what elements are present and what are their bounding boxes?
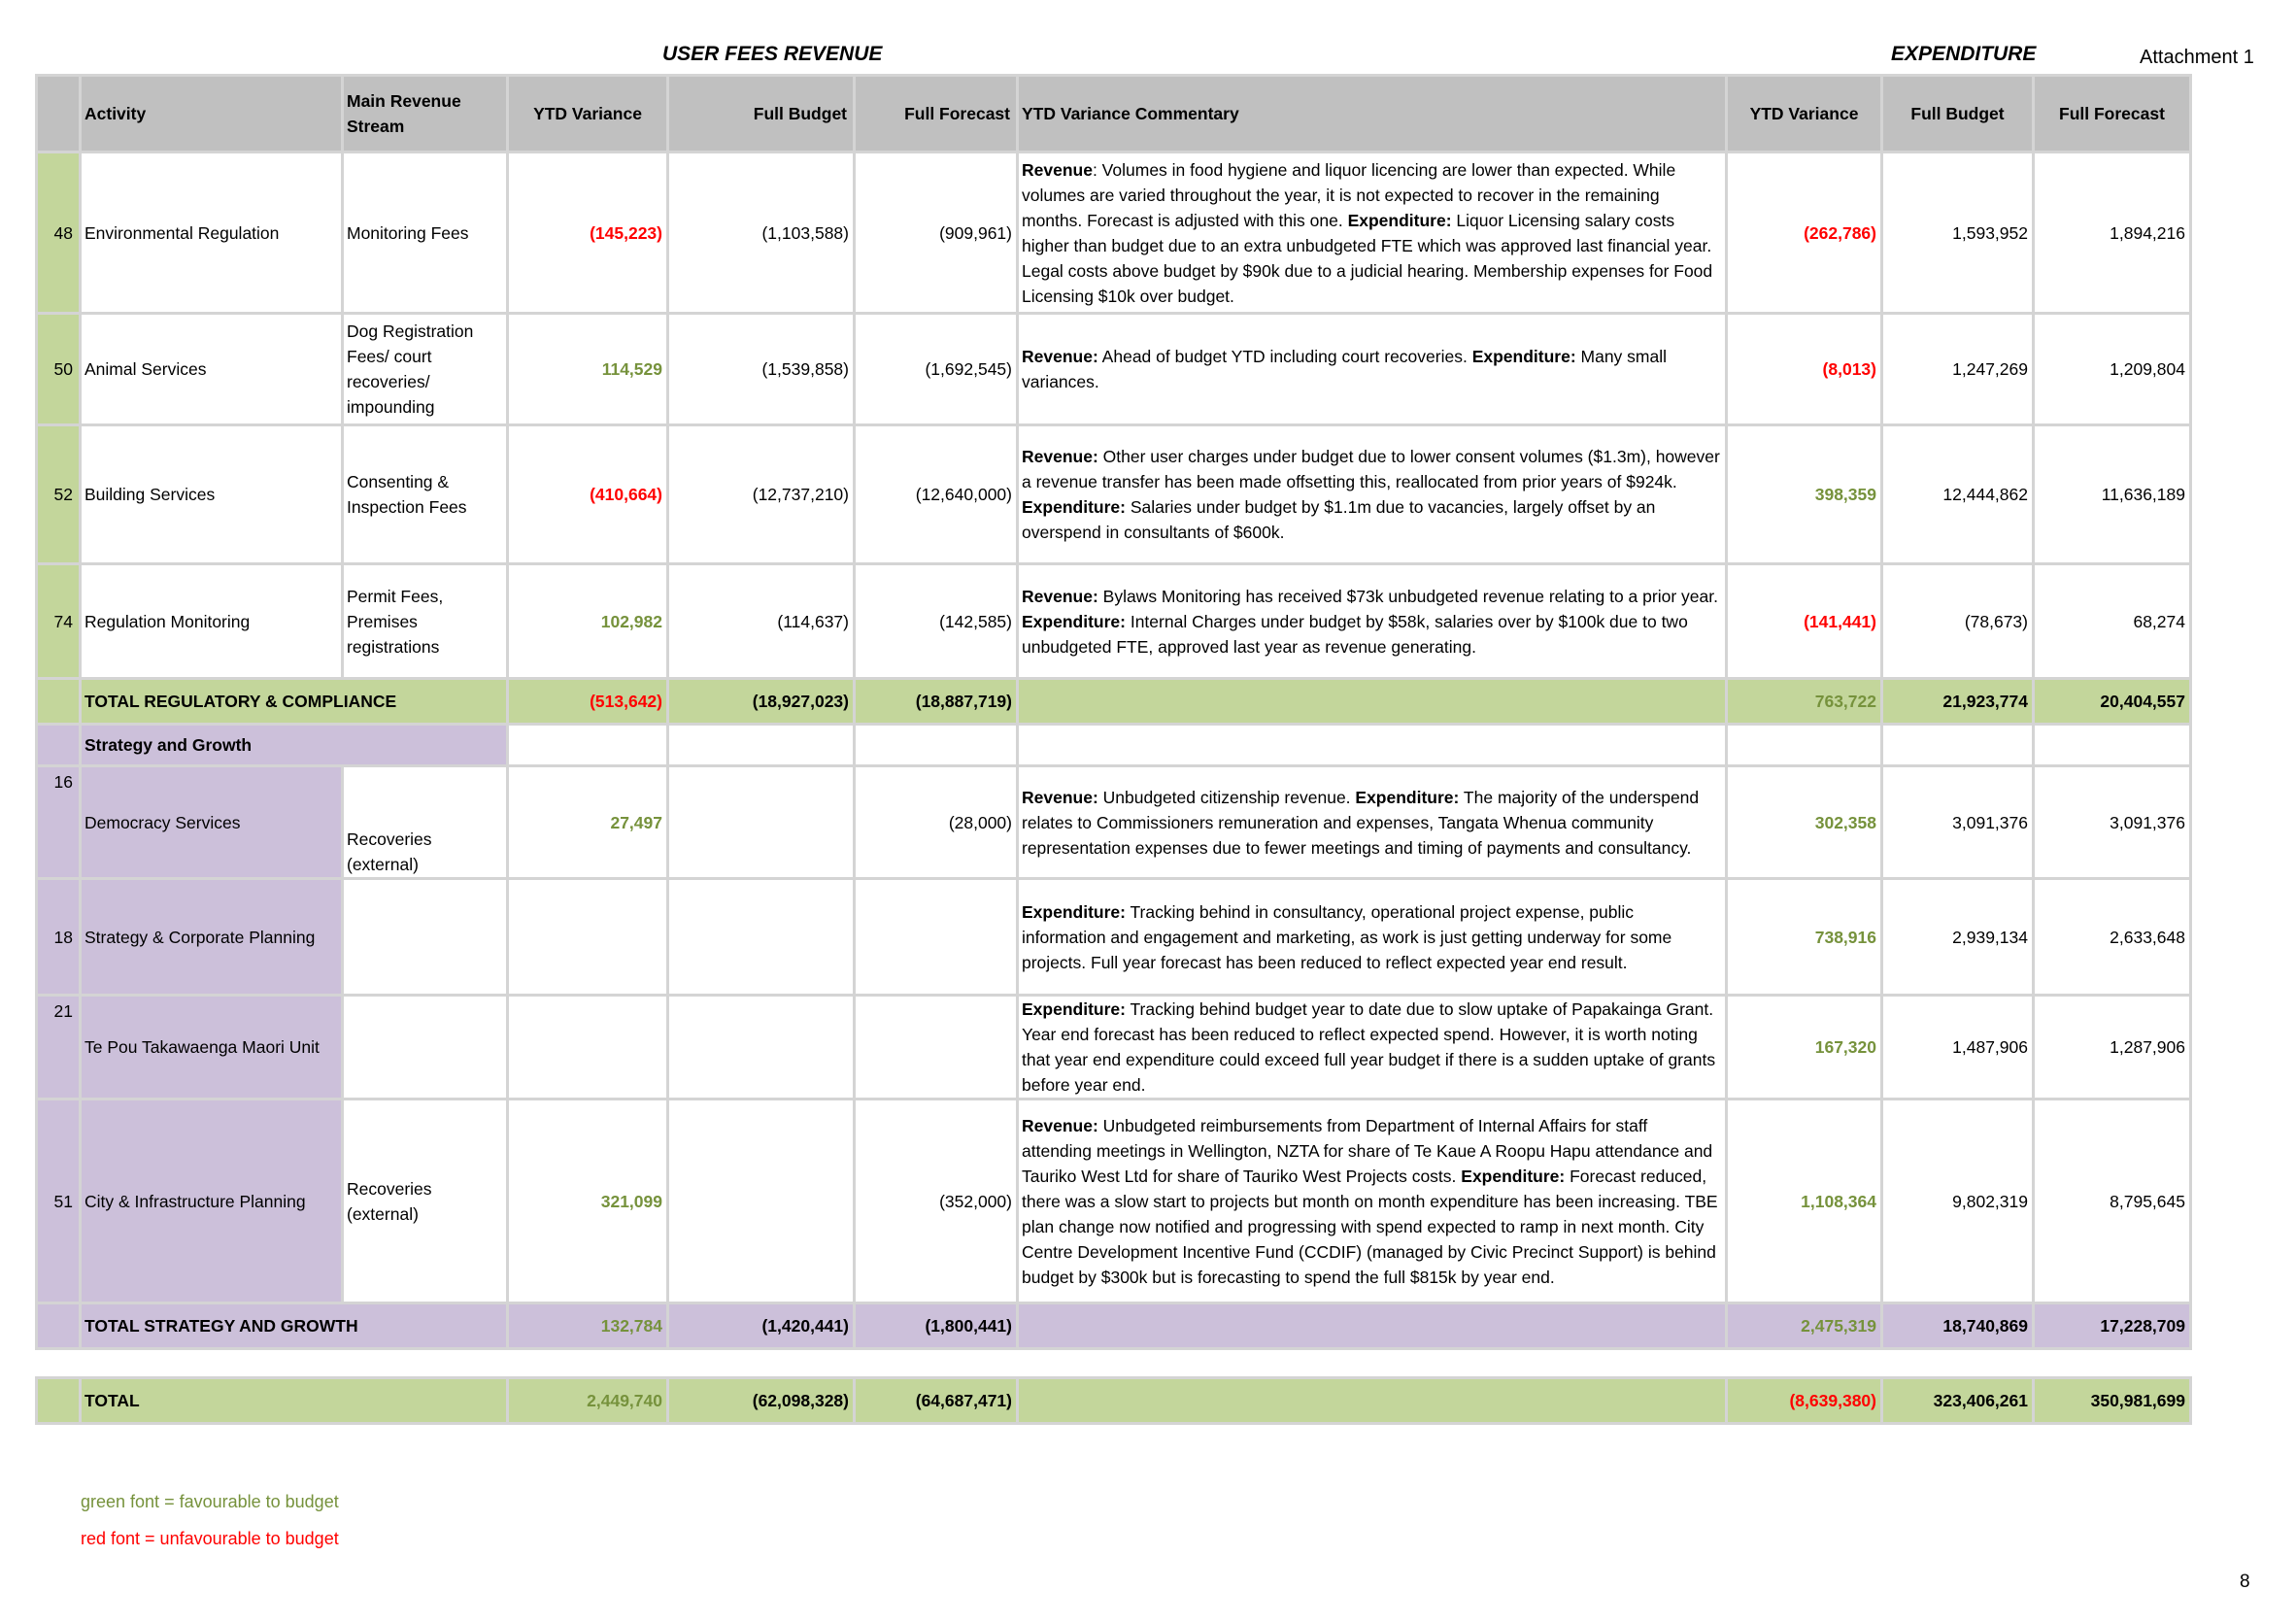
full-budget-cell: (62,098,328) bbox=[668, 1378, 855, 1424]
commentary-cell bbox=[1018, 679, 1727, 725]
page-number: 8 bbox=[2240, 1572, 2250, 1592]
stream-cell: Monitoring Fees bbox=[343, 152, 508, 314]
stream-cell bbox=[343, 996, 508, 1100]
full-budget-cell: (1,539,858) bbox=[668, 314, 855, 425]
comment-label: Expenditure: bbox=[1471, 347, 1576, 366]
empty-cell bbox=[1018, 725, 1727, 766]
comment-text: Liquor Licensing salary costs higher than budget due to an extra unbudgeted FTE which was approved last financial year. Legal costs above budget by $90k due to a judicial hearing. Membership expenses for Food Licensing $10k over budget. bbox=[1022, 210, 1713, 306]
comment-label: Expenditure: bbox=[1347, 210, 1452, 230]
activity-cell: City & Infrastructure Planning bbox=[81, 1100, 343, 1303]
table-header-row bbox=[37, 76, 2191, 152]
empty-cell bbox=[1882, 725, 2034, 766]
full-forecast-cell: (18,887,719) bbox=[855, 679, 1018, 725]
spacer-row bbox=[37, 1349, 2191, 1378]
comment-text: Unbudgeted citizenship revenue. bbox=[1097, 787, 1356, 807]
exp-ytd-variance-cell: (262,786) bbox=[1727, 152, 1882, 314]
full-budget-cell: (18,927,023) bbox=[668, 679, 855, 725]
full-budget-cell bbox=[668, 996, 855, 1100]
total-label: TOTAL REGULATORY & COMPLIANCE bbox=[81, 679, 508, 725]
exp-full-forecast-cell: 11,636,189 bbox=[2034, 425, 2191, 564]
comment-label: Revenue bbox=[1022, 159, 1093, 180]
full-budget-cell bbox=[668, 1100, 855, 1303]
exp-full-forecast-column-header: Full Forecast bbox=[2034, 76, 2191, 152]
exp-full-budget-cell: 323,406,261 bbox=[1882, 1378, 2034, 1424]
stream-column-header: Main Revenue Stream bbox=[343, 76, 508, 152]
full-budget-cell: (12,737,210) bbox=[668, 425, 855, 564]
full-forecast-cell: (909,961) bbox=[855, 152, 1018, 314]
comment-text: Ahead of budget YTD including court recoveries. bbox=[1097, 347, 1472, 366]
exp-full-budget-cell: 9,802,319 bbox=[1882, 1100, 2034, 1303]
strategy-total-row bbox=[37, 1303, 2191, 1349]
comment-label: Revenue: bbox=[1022, 347, 1098, 366]
table-row bbox=[37, 879, 2191, 996]
user-fees-revenue-label: USER FEES REVENUE bbox=[662, 43, 883, 65]
comment-text: Unbudgeted reimbursements from Department of Internal Affairs for staff attending meetings in Wellington, NZTA for share of Te Kaue A Roopu Hapu attendance and Tauriko West Ltd for share of Tauriko West Projects costs. bbox=[1022, 1115, 1713, 1186]
commentary-cell bbox=[1018, 152, 1727, 314]
exp-full-forecast-cell: 1,209,804 bbox=[2034, 314, 2191, 425]
ytd-variance-cell: 102,982 bbox=[508, 564, 668, 679]
ytd-variance-cell bbox=[508, 996, 668, 1100]
comment-text: Internal Charges under budget by $58k, salaries over by $100k due to two unbudgeted FTE, approved last year as revenue generating. bbox=[1022, 611, 1688, 657]
exp-ytd-variance-cell: 302,358 bbox=[1727, 766, 1882, 879]
exp-ytd-variance-cell: (8,013) bbox=[1727, 314, 1882, 425]
comment-label: Expenditure: bbox=[1461, 1166, 1566, 1186]
stream-cell: Dog Registration Fees/ court recoveries/ impounding bbox=[343, 314, 508, 425]
ytd-variance-cell: 321,099 bbox=[508, 1100, 668, 1303]
empty-cell bbox=[508, 725, 668, 766]
activity-cell: Strategy & Corporate Planning bbox=[81, 879, 343, 996]
stream-cell: Consenting & Inspection Fees bbox=[343, 425, 508, 564]
row-number: 18 bbox=[37, 879, 81, 996]
full-forecast-cell bbox=[855, 879, 1018, 996]
activity-cell: Animal Services bbox=[81, 314, 343, 425]
exp-full-forecast-cell: 1,287,906 bbox=[2034, 996, 2191, 1100]
activity-cell: Building Services bbox=[81, 425, 343, 564]
row-number: 74 bbox=[37, 564, 81, 679]
exp-full-budget-cell: 1,593,952 bbox=[1882, 152, 2034, 314]
full-budget-cell bbox=[668, 879, 855, 996]
exp-full-budget-cell: 1,487,906 bbox=[1882, 996, 2034, 1100]
full-budget-cell: (1,420,441) bbox=[668, 1303, 855, 1349]
exp-full-budget-cell: 21,923,774 bbox=[1882, 679, 2034, 725]
row-number: 51 bbox=[37, 1100, 81, 1303]
full-budget-cell: (114,637) bbox=[668, 564, 855, 679]
full-budget-cell: (1,103,588) bbox=[668, 152, 855, 314]
comment-text: Tracking behind in consultancy, operational project expense, public information and engagement and marketing, as work is just getting underway for some projects. Full year forecast has been reduced to reflect expected year end result. bbox=[1022, 901, 1672, 972]
exp-full-budget-cell: 18,740,869 bbox=[1882, 1303, 2034, 1349]
row-number: 52 bbox=[37, 425, 81, 564]
activity-cell: Te Pou Takawaenga Maori Unit bbox=[81, 996, 343, 1100]
commentary-cell bbox=[1018, 564, 1727, 679]
comment-text: The majority of the underspend relates to Commissioners remuneration and expenses, Tangata Whenua community representation expenses due to fewer meetings and timing of payments and consultancy. bbox=[1022, 787, 1700, 858]
legend-unfavourable: red font = unfavourable to budget bbox=[81, 1529, 339, 1548]
empty-cell bbox=[668, 725, 855, 766]
comment-label: Expenditure: bbox=[1022, 497, 1126, 517]
comment-text: Many small variances. bbox=[1022, 347, 1668, 391]
regulatory-total-row bbox=[37, 679, 2191, 725]
comment-label: Revenue: bbox=[1022, 1115, 1098, 1135]
activity-column-header: Activity bbox=[81, 76, 343, 152]
comment-label: Revenue: bbox=[1022, 586, 1098, 606]
exp-full-budget-cell: 1,247,269 bbox=[1882, 314, 2034, 425]
legend-favourable: green font = favourable to budget bbox=[81, 1492, 339, 1511]
total-label: TOTAL bbox=[81, 1378, 508, 1424]
full-forecast-cell: (1,692,545) bbox=[855, 314, 1018, 425]
commentary-cell bbox=[1018, 766, 1727, 879]
table-row bbox=[37, 564, 2191, 679]
commentary-cell bbox=[1018, 1303, 1727, 1349]
table-row bbox=[37, 766, 2191, 879]
exp-ytd-variance-cell: 738,916 bbox=[1727, 879, 1882, 996]
index-cell bbox=[37, 679, 81, 725]
table-row bbox=[37, 996, 2191, 1100]
index-cell bbox=[37, 1378, 81, 1424]
full-forecast-cell: (142,585) bbox=[855, 564, 1018, 679]
comment-text: Tracking behind budget year to date due to slow uptake of Papakainga Grant. Year end forecast has been reduced to reflect expected spend. However, it is worth noting that year end expenditure could exceed full year budget if there is a sudden uptake of grants before year end. bbox=[1022, 999, 1716, 1095]
exp-ytd-variance-cell: 2,475,319 bbox=[1727, 1303, 1882, 1349]
comment-text: Other user charges under budget due to lower consent volumes ($1.3m), however a revenue transfer has been made offsetting this, reallocated from prior years of $924k. bbox=[1022, 447, 1720, 491]
exp-full-forecast-cell: 20,404,557 bbox=[2034, 679, 2191, 725]
exp-ytd-variance-cell: 763,722 bbox=[1727, 679, 1882, 725]
index-cell bbox=[37, 725, 81, 766]
index-column-header bbox=[37, 76, 81, 152]
row-number: 21 bbox=[37, 996, 81, 1100]
full-budget-cell bbox=[668, 766, 855, 879]
commentary-cell bbox=[1018, 314, 1727, 425]
exp-full-forecast-cell: 2,633,648 bbox=[2034, 879, 2191, 996]
ytd-variance-cell: 132,784 bbox=[508, 1303, 668, 1349]
spacer-cell bbox=[37, 1349, 2191, 1378]
exp-full-budget-cell: (78,673) bbox=[1882, 564, 2034, 679]
comment-text: Bylaws Monitoring has received $73k unbudgeted revenue relating to a prior year. bbox=[1097, 586, 1718, 606]
stream-cell: Permit Fees, Premises registrations bbox=[343, 564, 508, 679]
comment-text: Forecast reduced, there was a slow start to projects but month on month expenditure has been increasing. TBE plan change now notified and progressing with spend expected to ramp in next month. City Centre Development Incentive Fund (CCDIF) (managed by Civic Precinct Support) is behind budget by $300k but is forecasting to spend the full $815k by year end. bbox=[1022, 1166, 1718, 1287]
comment-label: Revenue: bbox=[1022, 787, 1098, 807]
activity-cell: Regulation Monitoring bbox=[81, 564, 343, 679]
grand-total-row bbox=[37, 1378, 2191, 1424]
section-heading: Strategy and Growth bbox=[81, 725, 508, 766]
exp-full-budget-cell: 3,091,376 bbox=[1882, 766, 2034, 879]
commentary-cell bbox=[1018, 879, 1727, 996]
ytd-variance-cell: (145,223) bbox=[508, 152, 668, 314]
exp-full-forecast-cell: 68,274 bbox=[2034, 564, 2191, 679]
empty-cell bbox=[1727, 725, 1882, 766]
ytd-variance-cell: (410,664) bbox=[508, 425, 668, 564]
ytd-variance-cell: 2,449,740 bbox=[508, 1378, 668, 1424]
comment-label: Expenditure: bbox=[1355, 787, 1460, 807]
table-row bbox=[37, 314, 2191, 425]
comment-text: Salaries under budget by $1.1m due to vacancies, largely offset by an overspend in consultants of $600k. bbox=[1022, 497, 1656, 542]
full-forecast-cell: (64,687,471) bbox=[855, 1378, 1018, 1424]
exp-full-budget-column-header: Full Budget bbox=[1882, 76, 2034, 152]
ytd-variance-cell: (513,642) bbox=[508, 679, 668, 725]
attachment-label: Attachment 1 bbox=[2140, 47, 2254, 68]
ytd-variance-column-header: YTD Variance bbox=[508, 76, 668, 152]
exp-full-forecast-cell: 17,228,709 bbox=[2034, 1303, 2191, 1349]
full-forecast-cell: (12,640,000) bbox=[855, 425, 1018, 564]
exp-full-budget-cell: 2,939,134 bbox=[1882, 879, 2034, 996]
table-row bbox=[37, 425, 2191, 564]
exp-full-forecast-cell: 350,981,699 bbox=[2034, 1378, 2191, 1424]
ytd-variance-cell bbox=[508, 879, 668, 996]
comment-label: Expenditure: bbox=[1022, 901, 1126, 922]
section-heading-row bbox=[37, 725, 2191, 766]
total-label: TOTAL STRATEGY AND GROWTH bbox=[81, 1303, 508, 1349]
table-row bbox=[37, 1100, 2191, 1303]
row-number: 48 bbox=[37, 152, 81, 314]
full-forecast-cell: (352,000) bbox=[855, 1100, 1018, 1303]
table-row bbox=[37, 152, 2191, 314]
stream-cell: Recoveries (external) bbox=[343, 766, 508, 879]
exp-full-forecast-cell: 3,091,376 bbox=[2034, 766, 2191, 879]
activity-cell: Environmental Regulation bbox=[81, 152, 343, 314]
full-forecast-column-header: Full Forecast bbox=[855, 76, 1018, 152]
exp-full-budget-cell: 12,444,862 bbox=[1882, 425, 2034, 564]
exp-ytd-variance-cell: (141,441) bbox=[1727, 564, 1882, 679]
exp-ytd-variance-cell: 1,108,364 bbox=[1727, 1100, 1882, 1303]
exp-full-forecast-cell: 8,795,645 bbox=[2034, 1100, 2191, 1303]
commentary-column-header: YTD Variance Commentary bbox=[1018, 76, 1727, 152]
comment-label: Revenue: bbox=[1022, 447, 1098, 466]
commentary-cell bbox=[1018, 425, 1727, 564]
activity-cell: Democracy Services bbox=[81, 766, 343, 879]
exp-full-forecast-cell: 1,894,216 bbox=[2034, 152, 2191, 314]
exp-ytd-variance-cell: 398,359 bbox=[1727, 425, 1882, 564]
full-forecast-cell: (1,800,441) bbox=[855, 1303, 1018, 1349]
empty-cell bbox=[855, 725, 1018, 766]
exp-ytd-variance-cell: 167,320 bbox=[1727, 996, 1882, 1100]
stream-cell bbox=[343, 879, 508, 996]
budget-variance-table bbox=[35, 74, 2192, 1425]
comment-label: Expenditure: bbox=[1022, 611, 1126, 631]
expenditure-label: EXPENDITURE bbox=[1891, 43, 2037, 65]
commentary-cell bbox=[1018, 1100, 1727, 1303]
empty-cell bbox=[2034, 725, 2191, 766]
comment-label: Expenditure: bbox=[1022, 999, 1126, 1019]
row-number: 50 bbox=[37, 314, 81, 425]
exp-ytd-variance-column-header: YTD Variance bbox=[1727, 76, 1882, 152]
commentary-cell bbox=[1018, 1378, 1727, 1424]
full-forecast-cell: (28,000) bbox=[855, 766, 1018, 879]
commentary-cell bbox=[1018, 996, 1727, 1100]
ytd-variance-cell: 27,497 bbox=[508, 766, 668, 879]
exp-ytd-variance-cell: (8,639,380) bbox=[1727, 1378, 1882, 1424]
comment-text: : Volumes in food hygiene and liquor licencing are lower than expected. While volumes are varied throughout the year, it is not expected to recover in the remaining months. Forecast is adjusted with this one. bbox=[1022, 159, 1676, 230]
index-cell bbox=[37, 1303, 81, 1349]
stream-cell: Recoveries (external) bbox=[343, 1100, 508, 1303]
row-number: 16 bbox=[37, 766, 81, 879]
ytd-variance-cell: 114,529 bbox=[508, 314, 668, 425]
full-budget-column-header: Full Budget bbox=[668, 76, 855, 152]
full-forecast-cell bbox=[855, 996, 1018, 1100]
